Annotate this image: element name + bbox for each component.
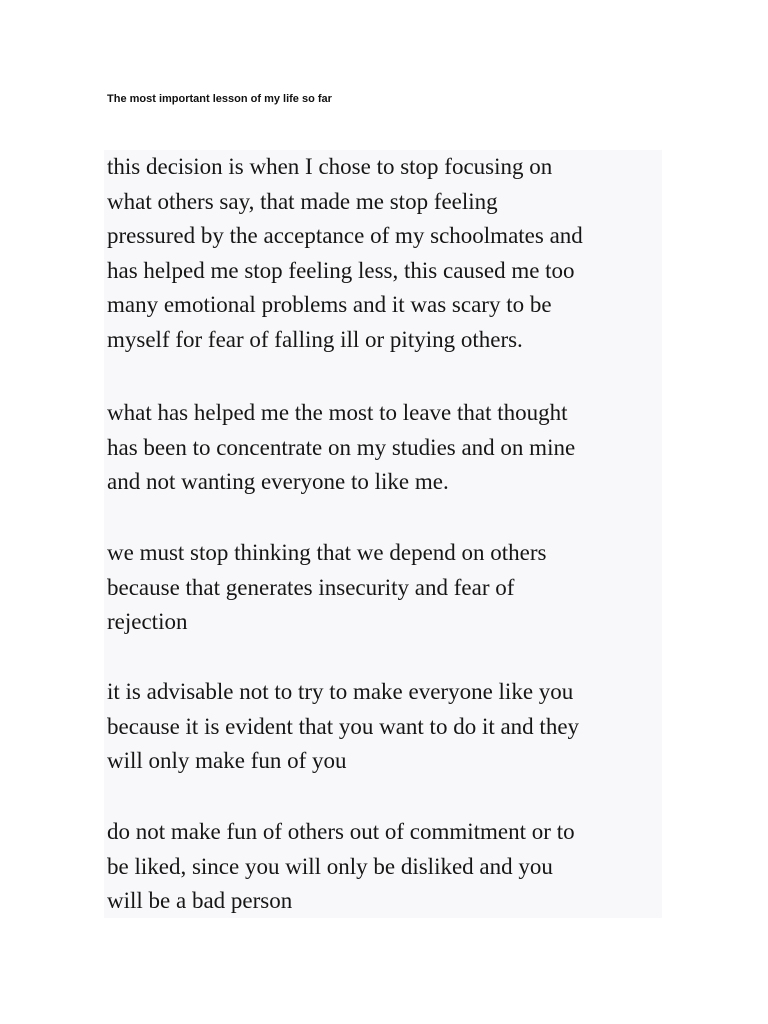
text-line: will be a bad person — [107, 888, 293, 913]
text-line: because it is evident that you want to do it and they — [107, 713, 580, 739]
paragraph-4 — [107, 675, 579, 779]
text-line: has been to concentrate on my studies and on mine — [107, 434, 576, 460]
text-line: rejection — [107, 609, 188, 634]
paragraph-2 — [107, 396, 575, 500]
text-line: it is advisable not to try to make everyone like you — [107, 679, 574, 704]
text-line: do not make fun of others out of commitment or to — [107, 819, 575, 844]
text-line: we must stop thinking that we depend on others — [107, 540, 547, 565]
text-line: what has helped me the most to leave that thought — [107, 400, 568, 425]
text-line: this decision is when I chose to stop focusing on — [107, 154, 553, 179]
text-line: what others say, that made me stop feeling — [107, 188, 498, 214]
paragraph-3 — [107, 536, 547, 640]
text-line: myself for fear of falling ill or pitying others. — [107, 326, 523, 352]
text-line: many emotional problems and it was scary to be — [107, 292, 552, 317]
paragraph-5 — [107, 815, 575, 919]
text-line: has helped me stop feeling less, this caused me too — [107, 257, 575, 283]
text-line: be liked, since you will only be disliked and you — [107, 853, 553, 879]
document-title: The most important lesson of my life so far — [107, 93, 332, 105]
body-text-block — [104, 150, 662, 918]
paragraph-1 — [107, 150, 583, 357]
text-line: and not wanting everyone to like me. — [107, 469, 449, 494]
text-line: pressured by the acceptance of my schoolmates and — [107, 223, 583, 248]
text-line: because that generates insecurity and fear of — [107, 574, 515, 600]
text-line: will only make fun of you — [107, 748, 347, 773]
